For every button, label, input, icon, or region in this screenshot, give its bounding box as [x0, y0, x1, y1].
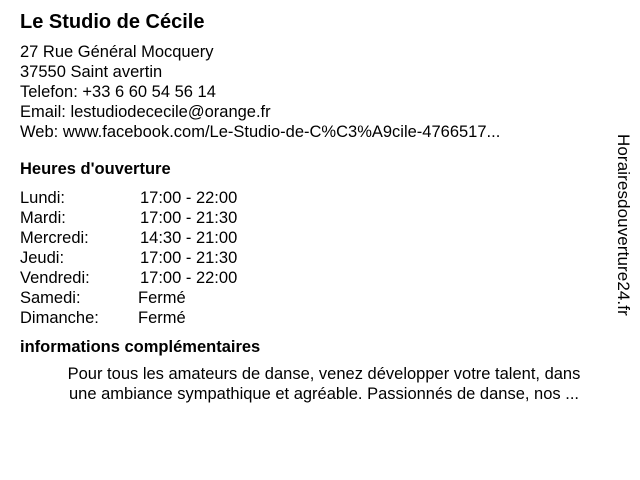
hours-table: [20, 188, 620, 328]
day-hours: Fermé: [138, 289, 186, 307]
day-hours: 17:00 - 21:30: [140, 249, 238, 267]
city-address: 37550 Saint avertin: [20, 63, 163, 81]
web-link[interactable]: www.facebook.com/Le-Studio-de-C%C3%A9cile-4766517...: [62, 123, 501, 141]
day-label: Jeudi:: [20, 249, 65, 267]
hours-row-saturday: [20, 288, 620, 308]
business-card: [20, 8, 620, 404]
day-hours: Fermé: [138, 309, 186, 327]
business-name: Le Studio de Cécile: [20, 11, 205, 33]
hours-row-tuesday: [20, 208, 620, 228]
email-line: [20, 102, 620, 122]
street-address: 27 Rue Général Mocquery: [20, 43, 214, 61]
day-label: Vendredi:: [20, 269, 90, 287]
day-label: Lundi:: [20, 189, 65, 207]
email-label: Email:: [20, 103, 66, 121]
hours-row-friday: [20, 268, 620, 288]
hours-row-monday: [20, 188, 620, 208]
info-heading: informations complémentaires: [20, 338, 261, 356]
hours-row-wednesday: [20, 228, 620, 248]
day-hours: 17:00 - 22:00: [140, 269, 238, 287]
info-line: une ambiance sympathique et agréable. Passionnés de danse, nos ...: [68, 385, 579, 403]
phone-label: Telefon:: [20, 83, 78, 101]
day-hours: 17:00 - 22:00: [140, 189, 238, 207]
day-label: Mardi:: [20, 209, 66, 227]
web-line: [20, 122, 620, 142]
phone-line: [20, 82, 620, 102]
day-hours: 17:00 - 21:30: [140, 209, 238, 227]
site-brand-vertical: [613, 134, 633, 374]
day-label: Dimanche:: [20, 309, 99, 327]
hours-row-sunday: [20, 308, 620, 328]
info-line: Pour tous les amateurs de danse, venez développer votre talent, dans: [67, 365, 581, 383]
email-link[interactable]: lestudiodececile@orange.fr: [70, 103, 271, 121]
hours-row-thursday: [20, 248, 620, 268]
day-hours: 14:30 - 21:00: [140, 229, 238, 247]
info-description: [18, 364, 630, 404]
address-block: [20, 42, 620, 142]
phone-number[interactable]: +33 6 60 54 56 14: [82, 83, 216, 101]
web-label: Web:: [20, 123, 59, 141]
day-label: Mercredi:: [20, 229, 89, 247]
hours-heading: Heures d'ouverture: [20, 160, 171, 178]
day-label: Samedi:: [20, 289, 81, 307]
site-brand-text[interactable]: Horairesdouverture24.fr: [614, 134, 633, 316]
